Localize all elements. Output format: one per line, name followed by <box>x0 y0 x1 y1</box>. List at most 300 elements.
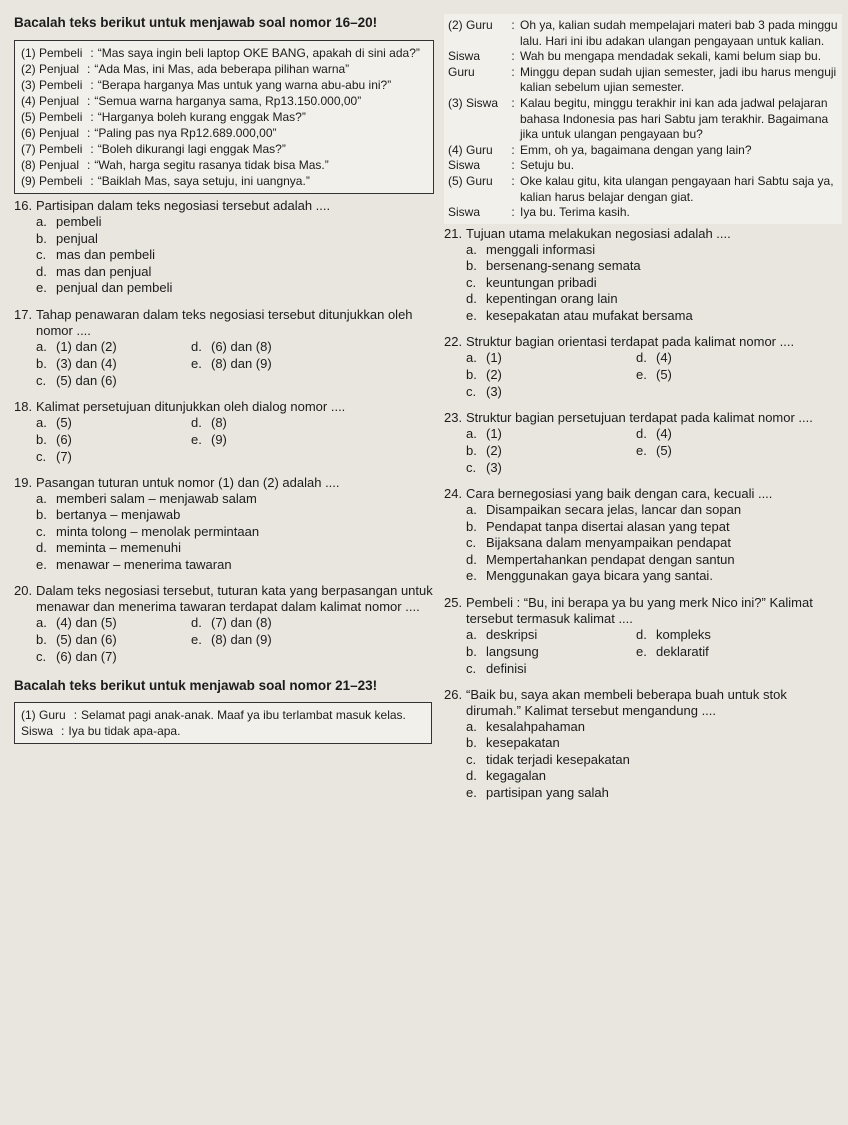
option-text: keuntungan pribadi <box>486 274 597 290</box>
option-text: tidak terjadi kesepakatan <box>486 751 630 767</box>
option-letter: e. <box>191 632 202 647</box>
option-text: (8) dan (9) <box>211 632 272 647</box>
option-text: (6) dan (7) <box>56 649 117 664</box>
option-letter: a. <box>36 490 47 506</box>
question-text: Partisipan dalam teks negosiasi tersebut adalah .... <box>36 198 331 213</box>
question-17 <box>14 307 434 389</box>
question-number: 19. <box>14 474 33 490</box>
question-number: 24. <box>444 486 463 502</box>
speaker-label: (1) Pembeli <box>21 46 83 60</box>
option <box>36 557 434 574</box>
option-text: penjual dan pembeli <box>56 280 173 295</box>
option-text: (6) <box>56 431 72 447</box>
option-letter: a. <box>466 426 477 442</box>
speaker-label: (8) Penjual <box>21 158 80 172</box>
speaker-label: Siswa <box>448 49 481 64</box>
dialog3-line <box>448 143 838 159</box>
option <box>466 367 636 383</box>
question-text: Tahap penawaran dalam teks negosiasi tersebut ditunjukkan oleh nomor .... <box>36 306 413 338</box>
option <box>636 350 816 366</box>
speaker-label: (4) Penjual <box>21 94 80 108</box>
option-text: kesalahpahaman <box>486 718 586 734</box>
question-24 <box>444 486 842 585</box>
option <box>466 443 636 459</box>
option <box>36 356 191 372</box>
speaker-label: Guru <box>448 64 475 79</box>
option <box>36 214 434 231</box>
dialog-text: Emm, oh ya, bagaimana dengan yang lain? <box>520 142 752 157</box>
option-text: memberi salam – menjawab salam <box>56 490 257 506</box>
question-number: 26. <box>444 686 463 702</box>
option-text: (5) dan (6) <box>56 632 117 647</box>
option-text: definisi <box>486 660 527 676</box>
speaker-colon: : <box>90 174 94 188</box>
option-text: (7) <box>56 448 72 464</box>
option-letter: c. <box>36 523 47 539</box>
question-number: 20. <box>14 583 33 598</box>
options-list <box>466 627 842 677</box>
speaker-label: (9) Pembeli <box>21 174 83 188</box>
option-letter: b. <box>36 632 47 647</box>
option <box>636 644 816 660</box>
option-text: kesepakatan atau mufakat bersama <box>486 307 693 323</box>
option-letter: e. <box>466 307 477 323</box>
option-text: (5) <box>656 367 672 383</box>
dialog-text: “Semua warna harganya sama, Rp13.150.000,00” <box>94 94 362 108</box>
option <box>191 632 371 648</box>
option-letter: c. <box>466 460 477 476</box>
question-16 <box>14 198 434 297</box>
right-column <box>444 0 842 801</box>
option-letter: b. <box>466 443 477 459</box>
options-list <box>466 502 842 585</box>
option-letter: b. <box>466 518 477 534</box>
option-text: (2) <box>486 443 502 459</box>
option-letter: b. <box>36 355 47 371</box>
question-text: Tujuan utama melakukan negosiasi adalah .... <box>466 225 731 241</box>
option-letter: a. <box>466 626 477 642</box>
option-letter: e. <box>191 355 202 371</box>
option-text: kesepakatan <box>486 735 560 751</box>
option-text: bertanya – menjawab <box>56 507 181 522</box>
options-list <box>466 350 842 400</box>
option <box>466 308 842 325</box>
option-letter: c. <box>466 535 477 551</box>
option-letter: c. <box>36 448 47 464</box>
question-text: Pasangan tuturan untuk nomor (1) dan (2) adalah .... <box>36 474 340 490</box>
dialog-text: “Paling pas nya Rp12.689.000,00” <box>94 126 277 140</box>
option <box>36 264 434 281</box>
question-stem <box>14 307 434 339</box>
option-letter: e. <box>36 280 47 295</box>
option-letter: e. <box>191 431 202 447</box>
option-text: (6) dan (8) <box>211 338 272 354</box>
option <box>36 491 434 508</box>
option-letter: e. <box>636 643 647 659</box>
question-text: “Baik bu, saya akan membeli beberapa buah untuk stok dirumah.” Kalimat tersebut mengandung .... <box>466 686 787 718</box>
question-text: Pembeli : “Bu, ini berapa ya bu yang merk Nico ini?” Kalimat tersebut termasuk kalimat .... <box>466 594 813 626</box>
question-stem <box>444 595 842 627</box>
question-number: 18. <box>14 398 33 414</box>
option <box>636 460 816 476</box>
dialog-box-2 <box>14 702 432 744</box>
option-letter: d. <box>636 426 647 442</box>
option-text: Bijaksana dalam menyampaikan pendapat <box>486 535 731 551</box>
option <box>636 627 816 643</box>
speaker-colon: : <box>73 708 78 722</box>
speaker-label: Siswa <box>448 205 481 220</box>
dialog-text: Oh ya, kalian sudah mempelajari materi bab 3 pada minggu lalu. Hari ini ibu adakan ulangan pengayaan untuk kalian. <box>520 18 838 48</box>
dialog-text: Wah bu mengapa mendadak sekali, kami belum siap bu. <box>520 49 822 64</box>
question-stem <box>14 583 434 615</box>
question-19 <box>14 475 434 574</box>
speaker-colon: : <box>511 205 515 220</box>
speaker-label: (6) Penjual <box>21 126 80 140</box>
option <box>636 443 816 459</box>
option-letter: d. <box>191 338 202 354</box>
option <box>636 367 816 383</box>
option <box>191 339 371 355</box>
question-number: 22. <box>444 334 463 350</box>
question-stem <box>444 226 842 242</box>
option-letter: a. <box>466 718 477 734</box>
option-text: pembeli <box>56 214 102 229</box>
question-number: 17. <box>14 306 33 322</box>
speaker-colon: : <box>61 724 65 738</box>
option <box>36 524 434 541</box>
speaker-colon: : <box>511 158 515 173</box>
dialog-text: Selamat pagi anak-anak. Maaf ya ibu terlambat masuk kelas. <box>81 708 406 722</box>
option <box>36 247 434 264</box>
dialog-text: Iya bu. Terima kasih. <box>520 205 630 220</box>
speaker-label: (2) Penjual <box>21 62 80 76</box>
speaker-colon: : <box>511 49 515 64</box>
option-letter: b. <box>36 230 47 246</box>
speaker-colon: : <box>511 95 515 110</box>
dialog1-line <box>21 77 427 93</box>
option-letter: e. <box>636 443 647 459</box>
dialog-text: Kalau begitu, minggu terakhir ini kan ada jadwal pelajaran bahasa Indonesia pas hari Sabtu jam terakhir. Bagaimana jika untuk ulangan pengayaan bu? <box>520 95 829 142</box>
option <box>466 627 636 643</box>
option <box>36 649 191 665</box>
question-stem <box>444 410 842 426</box>
instruction-21-23: Bacalah teks berikut untuk menjawab soal nomor 21–23! <box>14 678 378 693</box>
option-text: (1) <box>486 426 502 442</box>
dialog3-line <box>448 205 838 221</box>
option-text: (1) <box>486 350 502 366</box>
speaker-colon: : <box>90 142 94 156</box>
question-text: Struktur bagian orientasi terdapat pada kalimat nomor .... <box>466 334 795 350</box>
question-22 <box>444 334 842 400</box>
dialog1-line <box>21 141 427 157</box>
option <box>466 785 842 802</box>
question-21 <box>444 226 842 325</box>
option-letter: b. <box>466 258 477 274</box>
options-list <box>466 426 842 476</box>
dialog-text: Minggu depan sudah ujian semester, jadi ibu harus menguji kalian sebelum ujian semester. <box>520 64 837 95</box>
option-letter: b. <box>466 643 477 659</box>
dialog-text: Iya bu tidak apa-apa. <box>68 724 181 738</box>
question-26 <box>444 687 842 802</box>
option-text: bersenang-senang semata <box>486 258 641 274</box>
dialog2-line <box>21 707 425 723</box>
options-list <box>36 615 434 665</box>
question-number: 21. <box>444 225 463 241</box>
option-letter: e. <box>36 556 47 572</box>
option <box>36 415 191 431</box>
option <box>636 384 816 400</box>
speaker-colon: : <box>90 110 94 124</box>
option <box>36 632 191 648</box>
option-letter: c. <box>466 751 477 767</box>
option-text: mas dan pembeli <box>56 247 155 262</box>
dialog3-line <box>448 49 838 65</box>
speaker-label: (2) Guru <box>448 18 493 32</box>
option-text: Menggunakan gaya bicara yang santai. <box>486 568 713 584</box>
question-stem <box>444 687 842 719</box>
option <box>191 449 371 465</box>
speaker-label: Siswa <box>21 724 54 738</box>
option <box>466 552 842 569</box>
question-18 <box>14 399 434 465</box>
dialog-box-3 <box>444 14 842 224</box>
option-letter: e. <box>466 784 477 800</box>
option-text: penjual <box>56 230 98 246</box>
speaker-label: (7) Pembeli <box>21 142 83 156</box>
option <box>191 649 371 665</box>
option-letter: b. <box>466 367 477 383</box>
dialog-text: Setuju bu. <box>520 158 575 173</box>
option <box>466 242 842 259</box>
option <box>466 519 842 536</box>
question-stem <box>14 475 434 491</box>
dialog-text: “Baiklah Mas, saya setuju, ini uangnya.” <box>97 174 310 188</box>
dialog1-line <box>21 109 427 125</box>
option <box>466 661 636 677</box>
speaker-label: (5) Guru <box>448 173 493 188</box>
option-text: (4) <box>656 350 672 366</box>
option-letter: c. <box>36 649 47 664</box>
question-text: Kalimat persetujuan ditunjukkan oleh dialog nomor .... <box>36 398 346 414</box>
option-text: (5) <box>56 414 72 430</box>
option-text: partisipan yang salah <box>486 784 609 800</box>
option-text: Disampaikan secara jelas, lancar dan sopan <box>486 502 742 518</box>
dialog1-line <box>21 125 427 141</box>
option <box>36 231 434 248</box>
dialog-text: “Berapa harganya Mas untuk yang warna abu-abu ini?” <box>97 78 392 92</box>
question-stem <box>14 399 434 415</box>
speaker-colon: : <box>511 173 515 188</box>
dialog-text: Oke kalau gitu, kita ulangan pengayaan hari Sabtu saja ya, kalian harus belajar dengan giat. <box>520 173 834 204</box>
option-text: Mempertahankan pendapat dengan santun <box>486 551 735 567</box>
option-letter: a. <box>466 502 477 518</box>
option-letter: d. <box>191 414 202 430</box>
dialog-box-1 <box>14 40 434 194</box>
question-text: Struktur bagian persetujuan terdapat pada kalimat nomor .... <box>466 410 813 426</box>
option-text: meminta – memenuhi <box>56 540 181 555</box>
options-list <box>466 719 842 802</box>
dialog1-line <box>21 93 427 109</box>
question-stem <box>444 486 842 502</box>
option-letter: d. <box>636 626 647 642</box>
option <box>466 568 842 585</box>
option-text: kegagalan <box>486 768 546 784</box>
option <box>36 373 191 389</box>
option-text: (2) <box>486 367 502 383</box>
option-text: (7) dan (8) <box>211 615 272 630</box>
speaker-label: (1) Guru <box>21 708 66 722</box>
option-text: mas dan penjual <box>56 263 152 279</box>
question-text: Cara bernegosiasi yang baik dengan cara, kecuali .... <box>466 486 773 502</box>
dialog-text: “Harganya boleh kurang enggak Mas?” <box>97 110 306 124</box>
option-letter: a. <box>36 615 47 630</box>
option-text: (3) <box>486 460 502 476</box>
dialog3-line <box>448 18 838 49</box>
option-letter: d. <box>36 540 47 555</box>
option <box>36 615 191 631</box>
option <box>466 350 636 366</box>
option <box>466 460 636 476</box>
option-letter: b. <box>466 735 477 751</box>
option-letter: c. <box>466 384 477 400</box>
option-text: (8) <box>211 414 227 430</box>
option-text: (5) <box>656 443 672 459</box>
option-text: (1) dan (2) <box>56 338 117 354</box>
question-number: 25. <box>444 594 463 610</box>
dialog1-line <box>21 45 427 61</box>
option-letter: c. <box>36 372 47 388</box>
option <box>191 432 371 448</box>
option-letter: a. <box>36 414 47 430</box>
speaker-colon: : <box>87 126 91 140</box>
option-text: langsung <box>486 643 539 659</box>
speaker-label: (3) Pembeli <box>21 78 83 92</box>
speaker-colon: : <box>87 158 91 172</box>
options-list <box>36 491 434 574</box>
option-text: deklaratif <box>656 643 709 659</box>
dialog1-line <box>21 173 427 189</box>
dialog-text: “Mas saya ingin beli laptop OKE BANG, apakah di sini ada?” <box>97 46 420 60</box>
option <box>466 291 842 308</box>
options-list <box>36 339 434 389</box>
option-text: (4) <box>656 426 672 442</box>
speaker-colon: : <box>90 46 94 60</box>
speaker-colon: : <box>511 142 515 157</box>
dialog3-line <box>448 174 838 205</box>
option <box>191 615 371 631</box>
speaker-colon: : <box>87 94 91 108</box>
option-letter: c. <box>466 660 477 676</box>
question-number: 23. <box>444 410 463 426</box>
speaker-colon: : <box>511 64 515 79</box>
option-text: minta tolong – menolak permintaan <box>56 523 260 539</box>
option <box>36 432 191 448</box>
option <box>36 339 191 355</box>
question-number: 16. <box>14 198 33 213</box>
option <box>191 373 371 389</box>
options-list <box>466 242 842 325</box>
dialog2-line <box>21 723 425 739</box>
question-23 <box>444 410 842 476</box>
question-text: Dalam teks negosiasi tersebut, tuturan kata yang berpasangan untuk menawar dan menerima tawaran terdapat dalam kalimat nomor .... <box>36 583 433 614</box>
option <box>466 535 842 552</box>
dialog-text: “Wah, harga segitu rasanya tidak bisa Mas.” <box>94 158 329 172</box>
option-text: (8) dan (9) <box>211 355 272 371</box>
option-text: (3) <box>486 384 502 400</box>
option-letter: b. <box>36 431 47 447</box>
dialog-text: “Boleh dikurangi lagi enggak Mas?” <box>97 142 286 156</box>
dialog3-line <box>448 158 838 174</box>
option-text: menggali informasi <box>486 241 596 257</box>
option <box>466 735 842 752</box>
options-list <box>36 214 434 297</box>
option-letter: e. <box>636 367 647 383</box>
option <box>36 507 434 524</box>
option <box>466 719 842 736</box>
option-text: (5) dan (6) <box>56 372 117 388</box>
speaker-label: (5) Pembeli <box>21 110 83 124</box>
instruction-16-20: Bacalah teks berikut untuk menjawab soal nomor 16–20! <box>14 15 378 30</box>
question-stem <box>444 334 842 350</box>
option-letter: d. <box>636 350 647 366</box>
option-letter: d. <box>466 768 477 784</box>
question-20 <box>14 583 434 665</box>
option-text: (3) dan (4) <box>56 355 117 371</box>
option <box>466 258 842 275</box>
option <box>36 280 434 297</box>
option <box>466 275 842 292</box>
option <box>466 502 842 519</box>
dialog1-line <box>21 157 427 173</box>
option <box>466 752 842 769</box>
option-letter: a. <box>466 241 477 257</box>
speaker-label: Siswa <box>448 158 481 173</box>
options-list <box>36 415 434 465</box>
dialog3-line <box>448 65 838 96</box>
left-column <box>14 0 434 744</box>
dialog3-line <box>448 96 838 143</box>
option <box>36 540 434 557</box>
dialog-text: “Ada Mas, ini Mas, ada beberapa pilihan warna” <box>94 62 350 76</box>
speaker-colon: : <box>90 78 94 92</box>
option-letter: d. <box>466 551 477 567</box>
option <box>36 449 191 465</box>
speaker-colon: : <box>87 62 91 76</box>
option <box>466 384 636 400</box>
option <box>466 644 636 660</box>
question-stem <box>14 198 434 214</box>
option-letter: a. <box>36 214 47 229</box>
option <box>191 356 371 372</box>
option <box>191 415 371 431</box>
option-text: (9) <box>211 431 227 447</box>
question-25 <box>444 595 842 677</box>
option-text: menawar – menerima tawaran <box>56 556 232 572</box>
option <box>466 768 842 785</box>
option <box>466 426 636 442</box>
option-letter: d. <box>36 263 47 279</box>
option-letter: c. <box>466 274 477 290</box>
speaker-label: (3) Siswa <box>448 95 499 110</box>
dialog1-line <box>21 61 427 77</box>
option-letter: a. <box>36 338 47 354</box>
option-text: Pendapat tanpa disertai alasan yang tepat <box>486 518 730 534</box>
option <box>636 426 816 442</box>
option-text: (4) dan (5) <box>56 615 117 630</box>
option-letter: d. <box>191 615 202 630</box>
option-letter: d. <box>466 291 477 307</box>
option-letter: b. <box>36 507 47 522</box>
